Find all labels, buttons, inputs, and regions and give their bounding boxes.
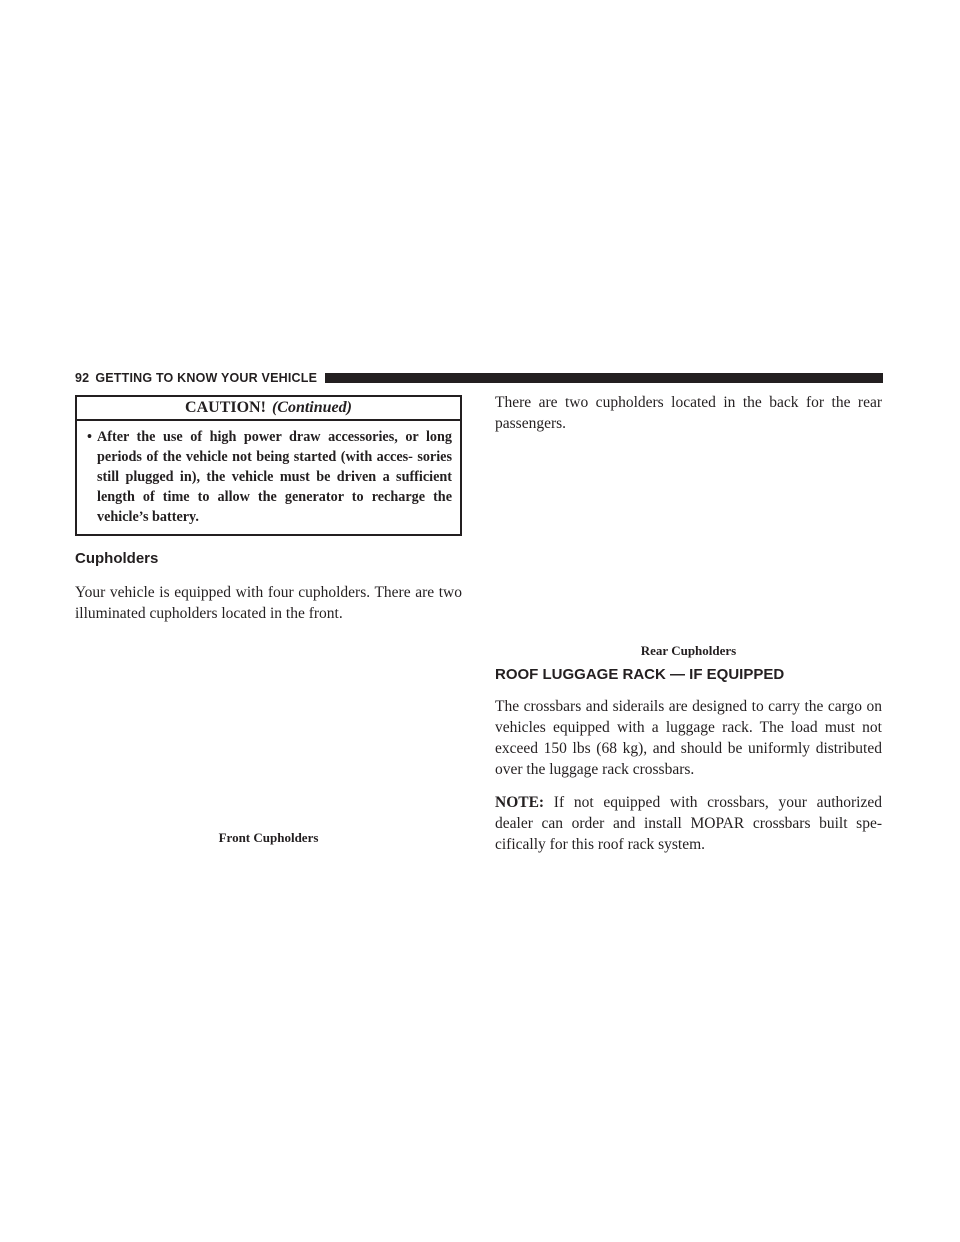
roof-rack-paragraph: The crossbars and siderails are designed to carry the cargo on vehicles equipped with a luggage rack. The load must not exceed 150 lbs (68 kg), and should be uniformly distributed over the luggage rack crossbars.	[495, 698, 882, 778]
page-number: 92	[75, 371, 90, 385]
rear-cupholders-paragraph: There are two cupholders located in the back for the rear passengers.	[495, 394, 882, 432]
rear-cupholders-figure	[495, 434, 882, 659]
front-cupholders-caption: Front Cupholders	[218, 830, 319, 845]
caution-header	[77, 397, 460, 421]
roof-rack-heading: ROOF LUGGAGE RACK — IF EQUIPPED	[495, 666, 785, 683]
roof-rack-note	[495, 792, 882, 855]
header-rule	[325, 373, 883, 383]
section-title: GETTING TO KNOW YOUR VEHICLE	[95, 371, 318, 385]
right-column	[495, 392, 882, 855]
cupholders-heading: Cupholders	[75, 550, 159, 567]
caution-list-item	[87, 427, 452, 527]
caution-title: CAUTION!	[185, 399, 266, 416]
note-label: NOTE:	[495, 794, 545, 811]
note-text: If not equipped with crossbars, your authorized dealer can order and install MOPAR crossbars built spe- cifically for this roof rack system.	[495, 794, 882, 853]
running-head	[75, 371, 883, 385]
caution-continued: (Continued)	[271, 399, 352, 416]
caution-item-text: After the use of high power draw accessories, or long periods of the vehicle not being started (with acces- sories still plugged in), the vehicle must be driven a sufficient length of time to allow the generator to recharge the vehicle’s battery.	[97, 429, 452, 525]
caution-box	[75, 395, 462, 536]
caution-body	[77, 421, 460, 534]
front-cupholders-figure	[75, 624, 462, 846]
cupholders-paragraph: Your vehicle is equipped with four cupholders. There are two illuminated cupholders located in the front.	[75, 584, 462, 622]
rear-cupholders-caption: Rear Cupholders	[640, 643, 737, 658]
bullet-icon: •	[87, 429, 92, 445]
left-column	[75, 395, 462, 846]
